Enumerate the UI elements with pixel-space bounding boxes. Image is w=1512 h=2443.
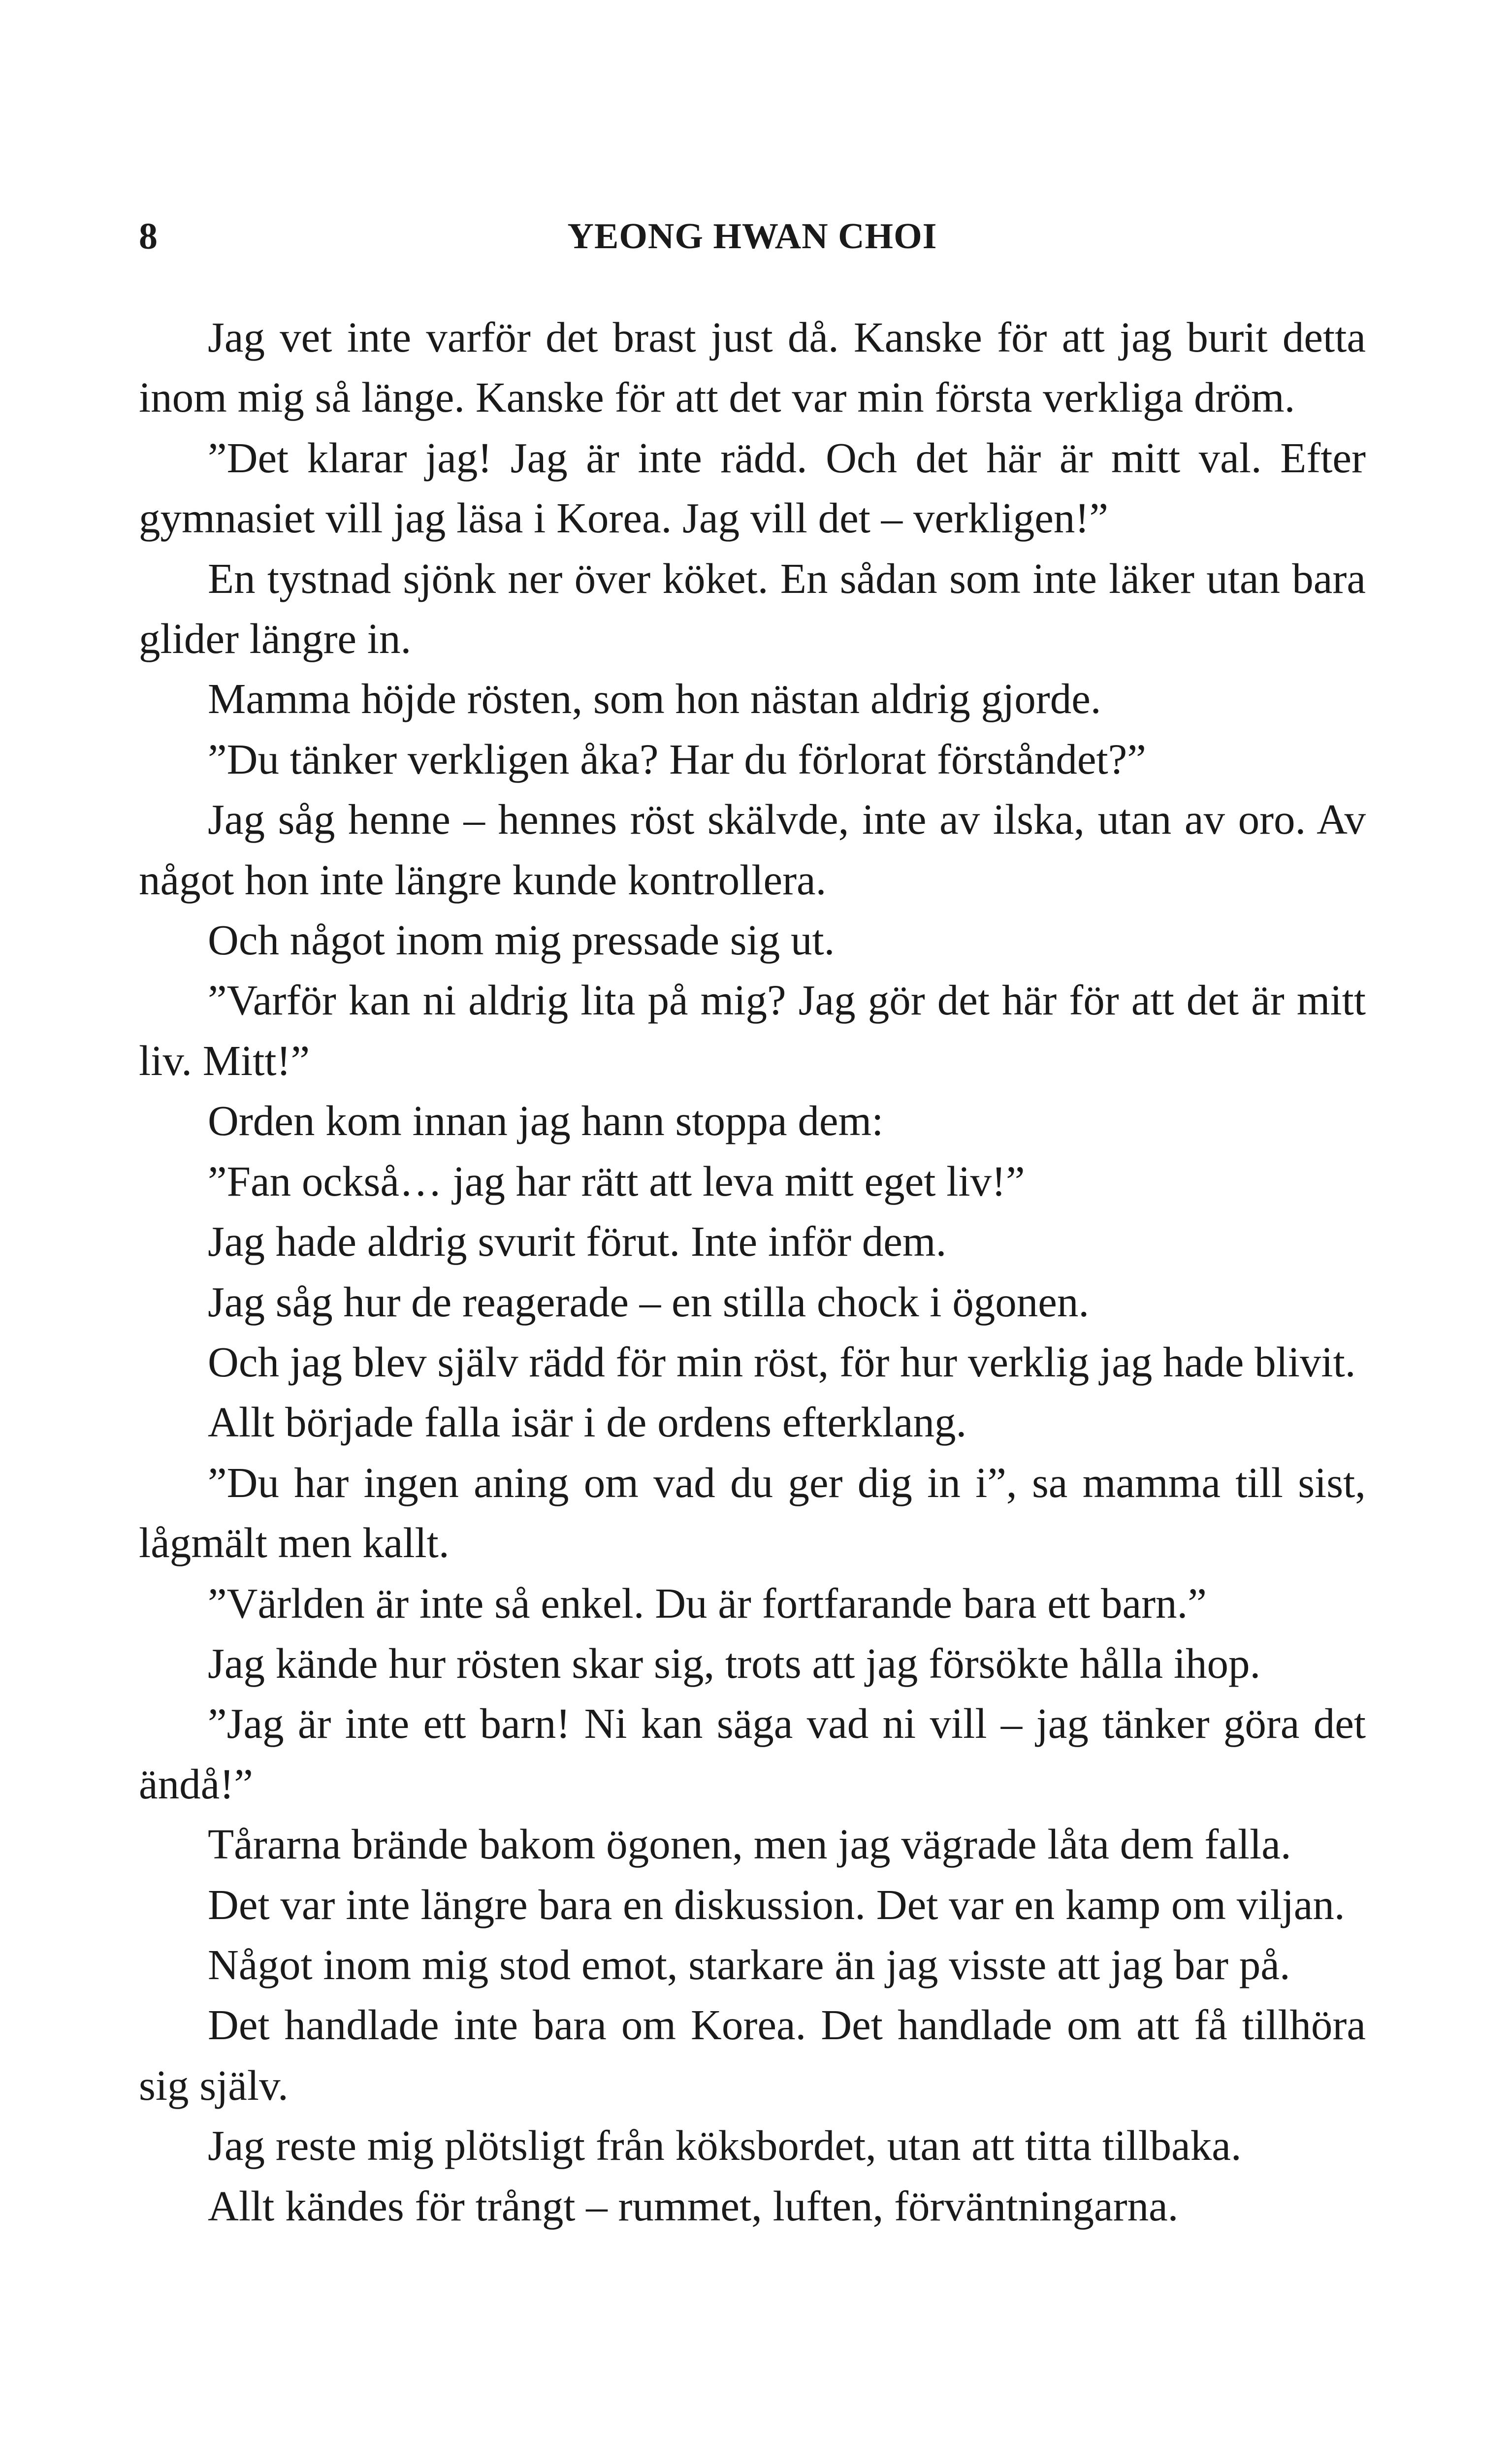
paragraph: ”Varför kan ni aldrig lita på mig? Jag gör det här för att det är mitt liv. Mitt!”	[139, 976, 1366, 1084]
running-head-author: YEONG HWAN CHOI	[567, 216, 937, 257]
paragraph: ”Fan också… jag har rätt att leva mitt eget liv!”	[208, 1157, 1025, 1205]
paragraph: Något inom mig stod emot, starkare än jag visste att jag bar på.	[208, 1940, 1290, 1988]
body-text	[139, 307, 1366, 2236]
page-number: 8	[139, 216, 158, 257]
paragraph: Jag reste mig plötsligt från köksbordet, utan att titta tillbaka.	[208, 2121, 1242, 2170]
paragraph: ”Jag är inte ett barn! Ni kan säga vad ni vill – jag tänker göra det ändå!”	[139, 1699, 1366, 1808]
paragraph: ”Världen är inte så enkel. Du är fortfarande bara ett barn.”	[208, 1579, 1207, 1627]
paragraph: Orden kom innan jag hann stoppa dem:	[208, 1097, 884, 1145]
paragraph: Det handlade inte bara om Korea. Det handlade om att få tillhöra sig själv.	[139, 2001, 1366, 2109]
paragraph: Jag hade aldrig svurit förut. Inte inför dem.	[208, 1217, 947, 1266]
paragraph: En tystnad sjönk ner över köket. En sådan som inte läker utan bara glider längre in.	[139, 554, 1366, 663]
paragraph: ”Det klarar jag! Jag är inte rädd. Och det här är mitt val. Efter gymnasiet vill jag läsa i Korea. Jag vill det – verkligen!”	[139, 433, 1366, 542]
paragraph: Det var inte längre bara en diskussion. Det var en kamp om viljan.	[208, 1880, 1345, 1928]
paragraph: Allt kändes för trångt – rummet, luften, förväntningarna.	[208, 2182, 1179, 2230]
paragraph: Allt började falla isär i de ordens efterklang.	[208, 1398, 967, 1446]
paragraph: Tårarna brände bakom ögonen, men jag vägrade låta dem falla.	[208, 1820, 1291, 1868]
paragraph: Jag såg henne – hennes röst skälvde, inte av ilska, utan av oro. Av något hon inte längre kunde kontrollera.	[139, 795, 1366, 904]
paragraph: Jag såg hur de reagerade – en stilla chock i ögonen.	[208, 1277, 1090, 1326]
paragraph: Mamma höjde rösten, som hon nästan aldrig gjorde.	[208, 675, 1101, 723]
paragraph: Och något inom mig pressade sig ut.	[208, 916, 835, 964]
paragraph: ”Du tänker verkligen åka? Har du förlorat förståndet?”	[208, 735, 1146, 783]
paragraph: Jag kände hur rösten skar sig, trots att jag försökte hålla ihop.	[208, 1639, 1261, 1687]
paragraph: Och jag blev själv rädd för min röst, för hur verklig jag hade blivit.	[208, 1337, 1356, 1386]
paragraph: ”Du har ingen aning om vad du ger dig in i”, sa mamma till sist, lågmält men kallt.	[139, 1458, 1366, 1567]
running-head	[139, 207, 1366, 266]
paragraph: Jag vet inte varför det brast just då. Kanske för att jag burit detta inom mig så länge. Kanske för att det var min första verkliga dröm.	[139, 313, 1366, 422]
